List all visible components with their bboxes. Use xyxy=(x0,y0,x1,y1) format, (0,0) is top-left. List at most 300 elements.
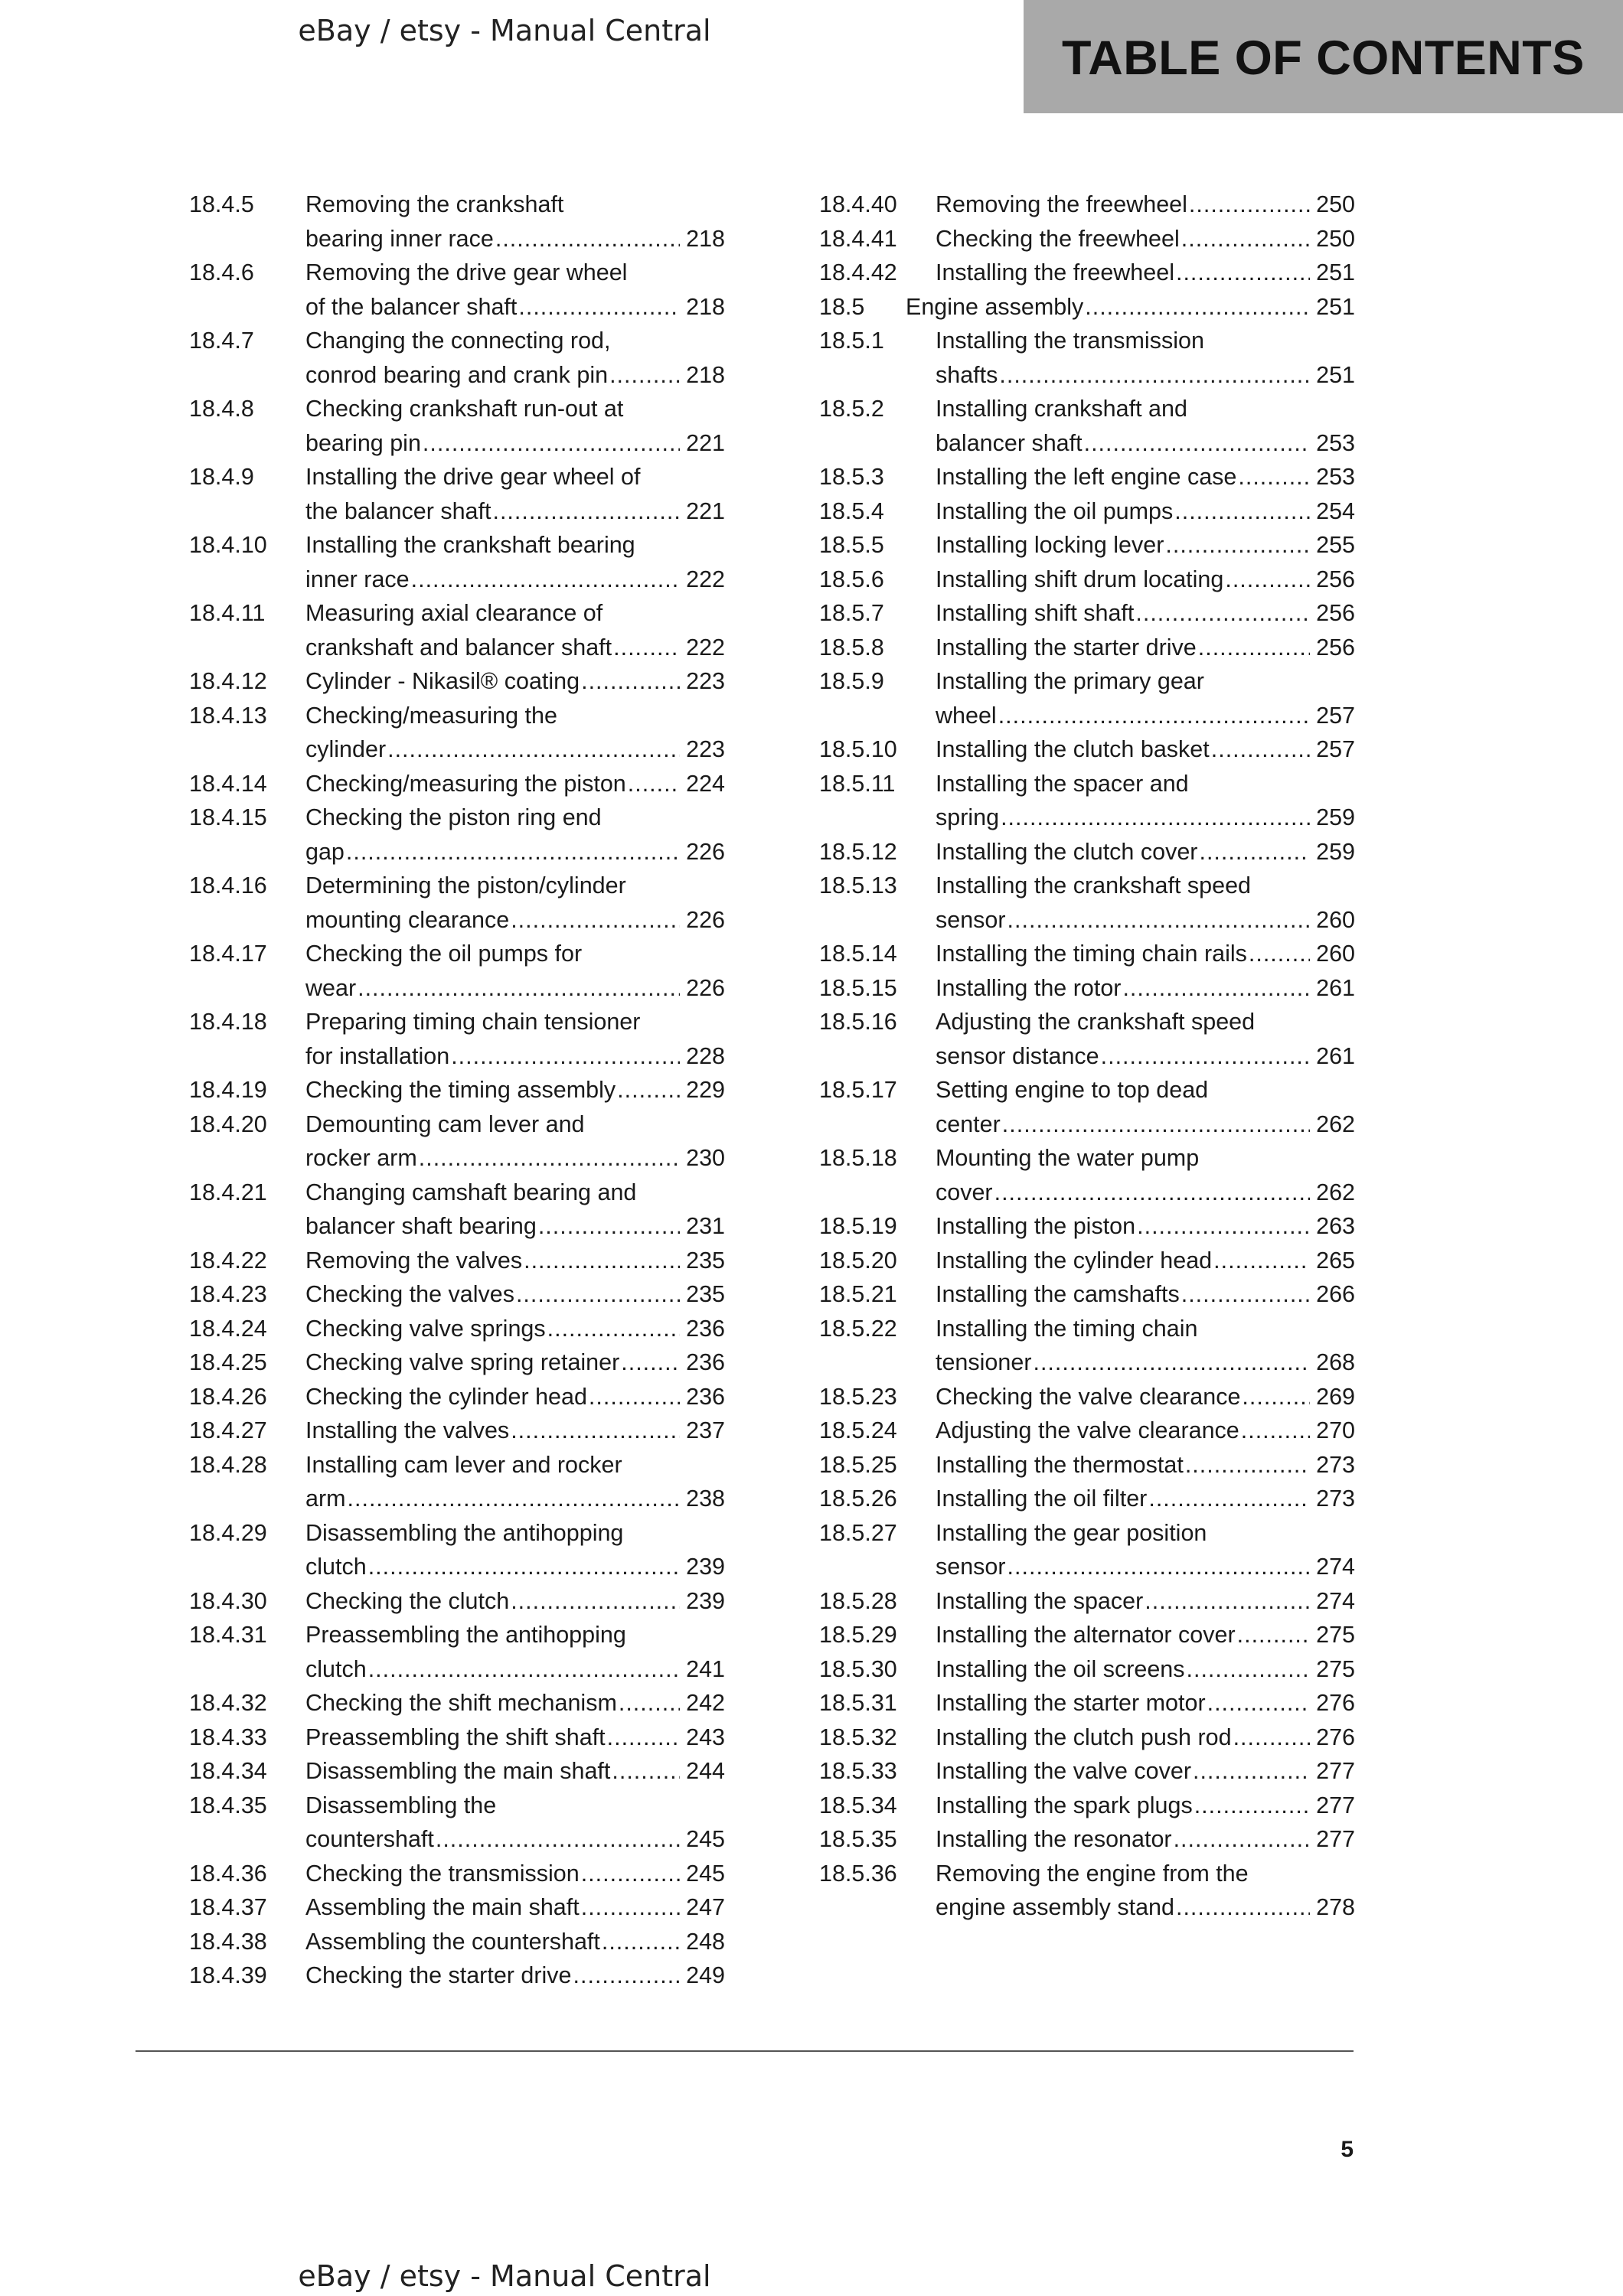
toc-entry[interactable] xyxy=(819,732,1355,767)
toc-entry[interactable] xyxy=(189,1789,725,1857)
toc-entry[interactable] xyxy=(819,1141,1355,1209)
toc-entry-page[interactable]: 223 xyxy=(686,736,725,762)
toc-entry-title-line: sensor xyxy=(936,906,1006,933)
toc-entry-last-line xyxy=(305,1312,725,1346)
toc-entry-page[interactable]: 230 xyxy=(686,1145,725,1171)
dot-leader xyxy=(1225,563,1310,597)
toc-entry[interactable] xyxy=(819,835,1355,869)
toc-entry[interactable] xyxy=(819,1584,1355,1619)
dot-leader xyxy=(581,1890,680,1925)
toc-entry[interactable] xyxy=(189,1890,725,1925)
toc-entry-body xyxy=(305,1720,725,1755)
toc-entry-number: 18.4.7 xyxy=(189,328,254,354)
toc-entry-body xyxy=(305,392,725,460)
toc-entry-page[interactable]: 274 xyxy=(1316,1554,1355,1580)
toc-entry-page[interactable]: 253 xyxy=(1316,464,1355,490)
toc-entry-number: 18.5.32 xyxy=(819,1724,897,1750)
toc-entry-page[interactable]: 254 xyxy=(1316,497,1355,524)
toc-entry-title-line: clutch xyxy=(305,1655,367,1682)
toc-entry-page[interactable]: 226 xyxy=(686,906,725,933)
toc-entry-body xyxy=(305,1448,725,1516)
toc-entry[interactable] xyxy=(819,1686,1355,1720)
toc-entry-last-line xyxy=(936,1584,1355,1619)
toc-entry-page[interactable]: 239 xyxy=(686,1554,725,1580)
toc-entry[interactable] xyxy=(189,1073,725,1107)
toc-entry-last-line xyxy=(936,358,1355,393)
toc-entry-number: 18.5.33 xyxy=(819,1758,897,1784)
toc-entry-title-line: engine assembly stand xyxy=(936,1894,1174,1920)
toc-entry-number: 18.5.36 xyxy=(819,1860,897,1887)
toc-entry-last-line xyxy=(936,1345,1355,1380)
toc-entry-number: 18.5.11 xyxy=(819,770,896,797)
toc-entry-page[interactable]: 261 xyxy=(1316,1042,1355,1069)
toc-entry-page[interactable]: 259 xyxy=(1316,838,1355,865)
toc-entry[interactable] xyxy=(189,1925,725,1959)
toc-entry-title-line: Checking the starter drive xyxy=(305,1962,572,1988)
toc-entry-page[interactable]: 260 xyxy=(1316,906,1355,933)
toc-entry-number: 18.4.16 xyxy=(189,872,267,899)
dot-leader xyxy=(1199,835,1310,869)
toc-entry[interactable] xyxy=(819,1857,1355,1925)
toc-entry-last-line xyxy=(906,290,1355,325)
toc-entry-body xyxy=(305,869,725,937)
toc-entry-last-line xyxy=(305,1244,725,1278)
toc-entry-body xyxy=(305,324,725,392)
toc-entry-page[interactable]: 245 xyxy=(686,1826,725,1852)
dot-leader xyxy=(1185,1448,1310,1482)
toc-entry-body xyxy=(305,1890,725,1925)
toc-entry-body xyxy=(936,1414,1355,1448)
toc-entry-body xyxy=(305,699,725,767)
toc-entry[interactable] xyxy=(819,869,1355,937)
toc-entry-body xyxy=(936,1244,1355,1278)
toc-entry-number: 18.5.22 xyxy=(819,1315,897,1342)
dot-leader xyxy=(617,1073,680,1107)
toc-entry-title-line: Engine assembly xyxy=(906,293,1084,320)
toc-entry-last-line xyxy=(305,1925,725,1959)
toc-entry-title-line: Installing the oil screens xyxy=(936,1655,1185,1682)
toc-entry[interactable] xyxy=(819,222,1355,256)
toc-entry-body xyxy=(305,1686,725,1720)
toc-entry-last-line xyxy=(305,732,725,767)
toc-entry-body xyxy=(936,1822,1355,1857)
toc-entry-title-line: Checking/measuring the xyxy=(305,702,557,729)
toc-entry-last-line xyxy=(305,1277,725,1312)
toc-entry-number: 18.5.26 xyxy=(819,1486,897,1512)
toc-entry[interactable] xyxy=(819,664,1355,732)
dot-leader xyxy=(547,1312,680,1346)
toc-entry-page[interactable]: 251 xyxy=(1316,259,1355,285)
toc-entry-number: 18.4.38 xyxy=(189,1928,267,1955)
toc-entry[interactable] xyxy=(819,971,1355,1006)
toc-entry-page[interactable]: 218 xyxy=(686,225,725,252)
toc-entry[interactable] xyxy=(819,1073,1355,1141)
toc-entry-page[interactable]: 274 xyxy=(1316,1587,1355,1614)
toc-entry-page[interactable]: 276 xyxy=(1316,1690,1355,1716)
dot-leader xyxy=(581,664,680,699)
toc-entry[interactable] xyxy=(189,1958,725,1993)
toc-entry-number: 18.5.13 xyxy=(819,872,897,899)
dot-leader xyxy=(994,1176,1311,1210)
dot-leader xyxy=(1174,1822,1311,1857)
toc-entry[interactable] xyxy=(189,460,725,528)
toc-entry[interactable] xyxy=(819,1618,1355,1652)
toc-entry[interactable] xyxy=(189,528,725,596)
toc-entry[interactable] xyxy=(819,188,1355,222)
dot-leader xyxy=(1189,188,1310,222)
toc-entry-page[interactable]: 236 xyxy=(686,1315,725,1342)
dot-leader xyxy=(516,1277,680,1312)
toc-entry-page[interactable]: 259 xyxy=(1316,804,1355,830)
toc-entry-page[interactable]: 229 xyxy=(686,1077,725,1103)
dot-leader xyxy=(495,222,680,256)
toc-entry-page[interactable]: 256 xyxy=(1316,600,1355,626)
toc-entry[interactable] xyxy=(189,256,725,324)
toc-entry[interactable] xyxy=(189,869,725,937)
toc-entry-title-line: countershaft xyxy=(305,1826,434,1852)
toc-entry-number: 18.5.4 xyxy=(819,497,884,524)
toc-entry-page[interactable]: 244 xyxy=(686,1758,725,1784)
toc-entry[interactable] xyxy=(189,392,725,460)
toc-entry[interactable] xyxy=(819,1482,1355,1516)
toc-entry-number: 18.4.23 xyxy=(189,1281,267,1307)
toc-entry-body xyxy=(305,1176,725,1244)
toc-entry[interactable] xyxy=(819,1754,1355,1789)
toc-entry-page[interactable]: 257 xyxy=(1316,736,1355,762)
toc-entry-last-line xyxy=(305,1073,725,1107)
toc-entry-title-line: Assembling the countershaft xyxy=(305,1928,600,1955)
toc-entry[interactable] xyxy=(189,1516,725,1584)
toc-entry-last-line xyxy=(936,188,1355,222)
toc-entry-last-line xyxy=(305,1822,725,1857)
toc-entry[interactable] xyxy=(819,1720,1355,1755)
toc-entry-last-line xyxy=(936,903,1355,938)
toc-entry-title-line: cylinder xyxy=(305,736,387,762)
toc-entry-number: 18.5.7 xyxy=(819,600,884,626)
toc-entry-page[interactable]: 260 xyxy=(1316,941,1355,967)
toc-entry-last-line xyxy=(936,801,1355,835)
toc-entry-title-line: mounting clearance xyxy=(305,906,510,933)
toc-entry-last-line xyxy=(936,1244,1355,1278)
toc-entry-body xyxy=(936,1209,1355,1244)
toc-entry[interactable] xyxy=(189,1380,725,1414)
toc-entry-page[interactable]: 237 xyxy=(686,1417,725,1443)
toc-entry-title-line: Installing locking lever xyxy=(936,532,1164,558)
toc-entry[interactable] xyxy=(189,1448,725,1516)
toc-entry[interactable] xyxy=(819,324,1355,392)
toc-entry[interactable] xyxy=(189,1312,725,1346)
toc-entry-last-line xyxy=(305,563,725,597)
toc-entry-page[interactable]: 218 xyxy=(686,361,725,388)
toc-entry-page[interactable]: 262 xyxy=(1316,1110,1355,1137)
toc-entry-page[interactable]: 265 xyxy=(1316,1247,1355,1274)
dot-leader xyxy=(1198,631,1310,665)
toc-entry-page[interactable]: 235 xyxy=(686,1281,725,1307)
toc-entry-title-line: Preassembling the antihopping xyxy=(305,1622,626,1648)
dot-leader xyxy=(609,358,680,393)
toc-entry-body xyxy=(936,1857,1355,1925)
toc-entry-page[interactable]: 226 xyxy=(686,838,725,865)
toc-entry-body xyxy=(936,460,1355,494)
toc-entry[interactable] xyxy=(819,1516,1355,1584)
toc-entry[interactable] xyxy=(819,563,1355,597)
toc-entry-page[interactable]: 224 xyxy=(686,770,725,797)
dot-leader xyxy=(999,358,1310,393)
toc-entry-page[interactable]: 269 xyxy=(1316,1383,1355,1410)
toc-entry[interactable] xyxy=(819,1277,1355,1312)
toc-entry[interactable] xyxy=(819,1005,1355,1073)
toc-entry[interactable] xyxy=(189,664,725,699)
toc-entry-title-line: Adjusting the valve clearance xyxy=(936,1417,1239,1443)
toc-entry[interactable] xyxy=(189,1277,725,1312)
toc-entry-page[interactable]: 221 xyxy=(686,497,725,524)
toc-entry-page[interactable]: 270 xyxy=(1316,1417,1355,1443)
dot-leader xyxy=(1233,1720,1311,1755)
toc-entry-last-line xyxy=(305,494,725,529)
toc-entry[interactable] xyxy=(819,1414,1355,1448)
toc-entry-title-line: Installing the oil filter xyxy=(936,1486,1148,1512)
toc-entry-page[interactable]: 261 xyxy=(1316,974,1355,1001)
toc-entry-page[interactable]: 239 xyxy=(686,1587,725,1614)
toc-entry-page[interactable]: 251 xyxy=(1316,361,1355,388)
toc-entry[interactable] xyxy=(189,1584,725,1619)
header-banner xyxy=(1024,0,1623,113)
toc-entry-page[interactable]: 247 xyxy=(686,1894,725,1920)
toc-entry-title-line: the balancer shaft xyxy=(305,497,491,524)
toc-entry-body xyxy=(305,1380,725,1414)
toc-entry[interactable] xyxy=(819,937,1355,971)
toc-entry-title-line: Installing the resonator xyxy=(936,1826,1172,1852)
toc-entry-last-line xyxy=(936,460,1355,494)
dot-leader xyxy=(619,1686,680,1720)
toc-entry[interactable] xyxy=(819,1209,1355,1244)
toc-entry-body xyxy=(305,1345,725,1380)
toc-entry-title-line: Checking/measuring the piston xyxy=(305,770,626,797)
toc-entry-body xyxy=(305,460,725,528)
toc-entry-title-line: balancer shaft xyxy=(936,429,1083,456)
toc-entry-page[interactable]: 277 xyxy=(1316,1792,1355,1818)
toc-entry-number: 18.4.31 xyxy=(189,1622,267,1648)
toc-entry[interactable] xyxy=(819,1244,1355,1278)
toc-entry-title-line: Determining the piston/cylinder xyxy=(305,872,626,899)
toc-entry[interactable] xyxy=(189,324,725,392)
toc-entry-page[interactable]: 223 xyxy=(686,668,725,694)
toc-entry-title-line: Measuring axial clearance of xyxy=(305,600,603,626)
toc-entry[interactable] xyxy=(819,631,1355,665)
toc-entry[interactable] xyxy=(819,1652,1355,1687)
toc-entry[interactable] xyxy=(819,1448,1355,1482)
toc-entry-page[interactable]: 218 xyxy=(686,293,725,320)
toc-entry-page[interactable]: 275 xyxy=(1316,1622,1355,1648)
toc-entry[interactable] xyxy=(189,767,725,801)
toc-entry-page[interactable]: 236 xyxy=(686,1383,725,1410)
toc-entry-page[interactable]: 222 xyxy=(686,566,725,592)
toc-entry-page[interactable]: 222 xyxy=(686,634,725,660)
toc-entry-last-line xyxy=(305,1141,725,1176)
toc-entry-last-line xyxy=(305,1857,725,1891)
toc-entry-title-line: Removing the freewheel xyxy=(936,191,1187,217)
toc-entry[interactable] xyxy=(819,460,1355,494)
toc-entry-number: 18.5.15 xyxy=(819,974,897,1001)
dot-leader xyxy=(573,1958,681,1993)
toc-entry-title-line: Disassembling the xyxy=(305,1792,497,1818)
toc-entry-page[interactable]: 273 xyxy=(1316,1451,1355,1478)
toc-entry-number: 18.5.23 xyxy=(819,1383,897,1410)
toc-entry-page[interactable]: 266 xyxy=(1316,1281,1355,1307)
toc-entry-title-line: Installing the spacer xyxy=(936,1587,1144,1614)
toc-entry-last-line xyxy=(936,1039,1355,1074)
toc-entry-page[interactable]: 250 xyxy=(1316,191,1355,217)
toc-entry[interactable] xyxy=(189,1857,725,1891)
toc-entry-page[interactable]: 253 xyxy=(1316,429,1355,456)
toc-entry[interactable] xyxy=(189,596,725,664)
toc-entry[interactable] xyxy=(189,1244,725,1278)
toc-entry-number: 18.5.27 xyxy=(819,1519,897,1546)
toc-entry[interactable] xyxy=(189,188,725,256)
toc-entry-page[interactable]: 268 xyxy=(1316,1349,1355,1375)
dot-leader xyxy=(589,1380,680,1414)
toc-entry[interactable] xyxy=(819,392,1355,460)
toc-entry-number: 18.4.42 xyxy=(819,259,897,285)
toc-entry-body xyxy=(305,596,725,664)
toc-entry-page[interactable]: 262 xyxy=(1316,1179,1355,1205)
toc-entry-title-line: Installing the valves xyxy=(305,1417,510,1443)
toc-entry-body xyxy=(936,1516,1355,1584)
toc-entry[interactable] xyxy=(819,596,1355,631)
toc-entry[interactable] xyxy=(189,1618,725,1686)
toc-entry-page[interactable]: 250 xyxy=(1316,225,1355,252)
toc-entry-title-line: Demounting cam lever and xyxy=(305,1110,585,1137)
toc-entry-number: 18.5.6 xyxy=(819,566,884,592)
toc-entry-title-line: center xyxy=(936,1110,1001,1137)
dot-leader xyxy=(368,1550,680,1584)
toc-entry-body xyxy=(305,1312,725,1346)
toc-entry-page[interactable]: 255 xyxy=(1316,532,1355,558)
toc-entry-title-line: Installing the alternator cover xyxy=(936,1622,1236,1648)
toc-entry-page[interactable]: 236 xyxy=(686,1349,725,1375)
toc-entry-body xyxy=(936,1380,1355,1414)
toc-entry[interactable] xyxy=(189,1754,725,1789)
dot-leader xyxy=(1238,460,1310,494)
toc-entry-title-line: Installing the camshafts xyxy=(936,1281,1180,1307)
toc-entry-page[interactable]: 256 xyxy=(1316,566,1355,592)
toc-entry-last-line xyxy=(305,358,725,393)
toc-entry-body xyxy=(936,1073,1355,1141)
toc-entry-last-line xyxy=(305,1209,725,1244)
toc-entry-last-line xyxy=(305,1550,725,1584)
toc-entry-page[interactable]: 256 xyxy=(1316,634,1355,660)
toc-entry[interactable] xyxy=(819,256,1355,290)
toc-entry-page[interactable]: 249 xyxy=(686,1962,725,1988)
dot-leader xyxy=(613,631,680,665)
dot-leader xyxy=(1148,1482,1310,1516)
toc-entry[interactable] xyxy=(819,767,1355,835)
dot-leader xyxy=(511,1584,680,1619)
toc-entry-page[interactable]: 242 xyxy=(686,1690,725,1716)
toc-entry[interactable] xyxy=(189,1345,725,1380)
toc-entry-title-line: crankshaft and balancer shaft xyxy=(305,634,612,660)
toc-entry-page[interactable]: 251 xyxy=(1316,293,1355,320)
toc-entry-title-line: Installing the crankshaft bearing xyxy=(305,532,635,558)
toc-entry-page[interactable]: 248 xyxy=(686,1928,725,1955)
toc-entry-title-line: Installing the starter motor xyxy=(936,1690,1206,1716)
toc-entry[interactable] xyxy=(189,699,725,767)
toc-entry-page[interactable]: 226 xyxy=(686,974,725,1001)
dot-leader xyxy=(358,971,680,1006)
toc-entry-page[interactable]: 241 xyxy=(686,1655,725,1682)
toc-entry-body xyxy=(936,1754,1355,1789)
toc-entry[interactable] xyxy=(189,1107,725,1176)
toc-entry-page[interactable]: 278 xyxy=(1316,1894,1355,1920)
toc-entry-title-line: Installing the starter drive xyxy=(936,634,1197,660)
toc-entry-last-line xyxy=(936,971,1355,1006)
dot-leader xyxy=(1122,971,1310,1006)
dot-leader xyxy=(1174,494,1310,529)
toc-entry-page[interactable]: 238 xyxy=(686,1486,725,1512)
toc-entry-body xyxy=(936,835,1355,869)
toc-entry-number: 18.4.5 xyxy=(189,191,254,217)
dot-leader xyxy=(524,1244,680,1278)
toc-entry-last-line xyxy=(936,1414,1355,1448)
toc-entry-page[interactable]: 263 xyxy=(1316,1213,1355,1239)
toc-entry-body xyxy=(936,222,1355,256)
toc-entry-last-line xyxy=(936,631,1355,665)
toc-entry-body xyxy=(305,1244,725,1278)
toc-entry[interactable] xyxy=(189,1414,725,1448)
toc-entry-page[interactable]: 221 xyxy=(686,429,725,456)
toc-entry[interactable] xyxy=(819,494,1355,529)
toc-entry-last-line xyxy=(936,1789,1355,1823)
toc-entry-page[interactable]: 273 xyxy=(1316,1486,1355,1512)
toc-entry-page[interactable]: 277 xyxy=(1316,1826,1355,1852)
toc-entry-title-line: gap xyxy=(305,838,345,865)
toc-entry-number: 18.4.18 xyxy=(189,1009,267,1035)
toc-entry[interactable] xyxy=(819,1380,1355,1414)
toc-entry-number: 18.4.29 xyxy=(189,1519,267,1546)
toc-entry[interactable] xyxy=(819,528,1355,563)
toc-entry-body xyxy=(305,1005,725,1073)
toc-entry[interactable] xyxy=(819,1789,1355,1823)
toc-entry[interactable] xyxy=(819,1312,1355,1380)
toc-entry-last-line xyxy=(936,835,1355,869)
toc-entry-page[interactable]: 276 xyxy=(1316,1724,1355,1750)
toc-entry[interactable] xyxy=(189,1176,725,1244)
toc-entry[interactable] xyxy=(189,801,725,869)
toc-entry-title-line: of the balancer shaft xyxy=(305,293,518,320)
toc-entry-page[interactable]: 231 xyxy=(686,1213,725,1239)
toc-entry-last-line xyxy=(936,1482,1355,1516)
toc-entry-page[interactable]: 235 xyxy=(686,1247,725,1274)
toc-entry-page[interactable]: 257 xyxy=(1316,702,1355,729)
toc-entry-body xyxy=(305,1516,725,1584)
toc-entry-page[interactable]: 243 xyxy=(686,1724,725,1750)
toc-entry-number: 18.4.30 xyxy=(189,1587,267,1614)
toc-entry[interactable] xyxy=(189,1686,725,1720)
toc-entry-title-line: Setting engine to top dead xyxy=(936,1077,1209,1103)
toc-entry-body xyxy=(936,1652,1355,1687)
toc-entry-page[interactable]: 245 xyxy=(686,1860,725,1887)
toc-entry[interactable] xyxy=(189,937,725,1005)
toc-entry[interactable] xyxy=(189,1005,725,1073)
toc-entry-page[interactable]: 277 xyxy=(1316,1758,1355,1784)
toc-entry[interactable] xyxy=(189,1720,725,1755)
toc-entry[interactable] xyxy=(819,290,1355,325)
dot-leader xyxy=(1001,801,1310,835)
dot-leader xyxy=(451,1039,680,1074)
toc-entry-page[interactable]: 228 xyxy=(686,1042,725,1069)
toc-entry[interactable] xyxy=(819,1822,1355,1857)
toc-entry-page[interactable]: 275 xyxy=(1316,1655,1355,1682)
